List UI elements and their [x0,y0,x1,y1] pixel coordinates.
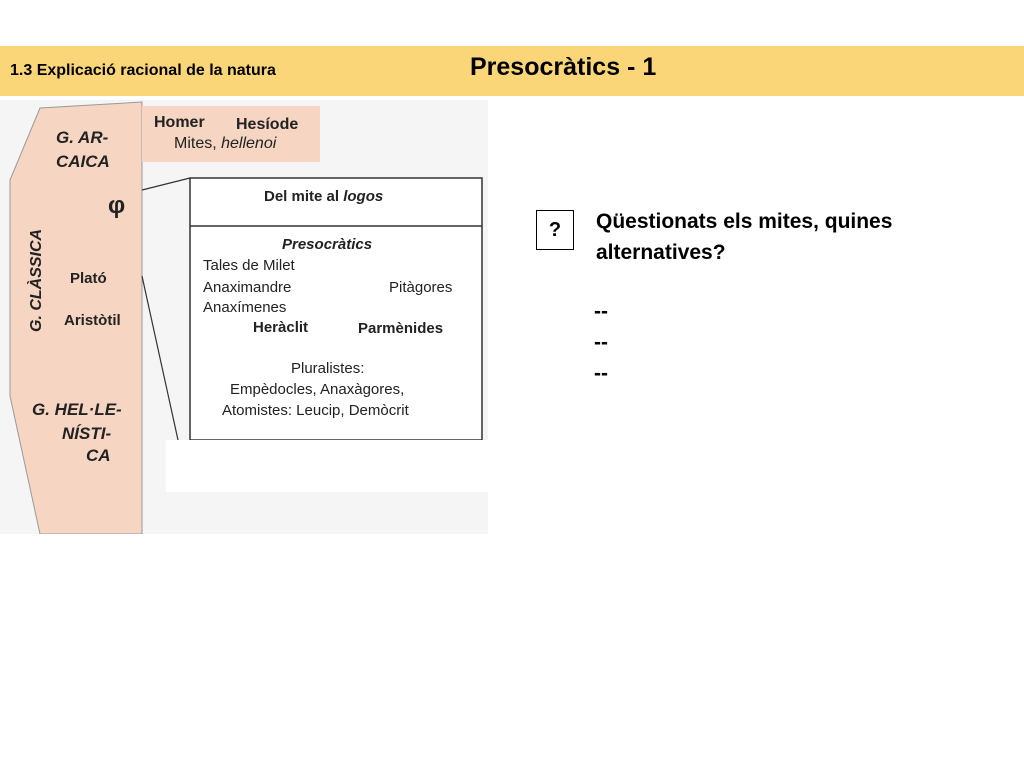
anaximander-label: Anaximandre [203,279,292,296]
aristotle-label: Aristòtil [64,312,121,329]
dash-1: -- [594,300,608,323]
myth-to-logos [264,188,383,205]
hesiod-label: Hesíode [236,116,299,133]
thales-label: Tales de Milet [203,257,295,274]
heraclitus-label: Heràclit [253,319,309,336]
pluralists-line-2: Atomistes: Leucip, Demòcrit [222,402,409,419]
header-bar [0,46,1024,96]
blank-area [166,440,488,492]
hellenoi-text: hellenoi [221,135,277,152]
myths-text: Mites, [174,135,217,152]
connector-top [142,178,190,190]
connector-bottom [142,276,178,440]
parmenides-label: Parmènides [358,320,444,337]
era-classic: G. CLÀSSICA [28,228,45,332]
presocratics-heading: Presocràtics [282,236,373,253]
era-hellenistic-1: G. HEL·LE- [32,400,122,419]
timeline-diagram [0,100,488,534]
myth-to-logos-text: Del mite al [264,188,340,205]
pluralists-line-1: Empèdocles, Anaxàgores, [230,381,405,398]
dash-3: -- [594,362,608,385]
homer-label: Homer [154,114,205,131]
plato-label: Plató [70,270,107,287]
phi-symbol: φ [108,192,126,219]
question-mark-box: ? [536,210,574,250]
page-title: Presocràtics - 1 [470,53,657,81]
logos-text: logos [343,188,384,205]
section-label: 1.3 Explicació racional de la natura [10,62,276,79]
anaximenes-label: Anaxímenes [203,299,287,316]
era-hellenistic-3: CA [86,446,111,465]
pythagoras-label: Pitàgores [389,279,453,296]
question-text: Qüestionats els mites, quines alternatives? [596,210,893,264]
dash-2: -- [594,331,608,354]
era-archaic-1: G. AR- [56,128,109,147]
myths-label [174,135,276,153]
era-archaic-2: CAICA [56,152,110,171]
era-hellenistic-2: NÍSTI- [62,424,112,443]
pluralists-label: Pluralistes: [291,360,365,377]
